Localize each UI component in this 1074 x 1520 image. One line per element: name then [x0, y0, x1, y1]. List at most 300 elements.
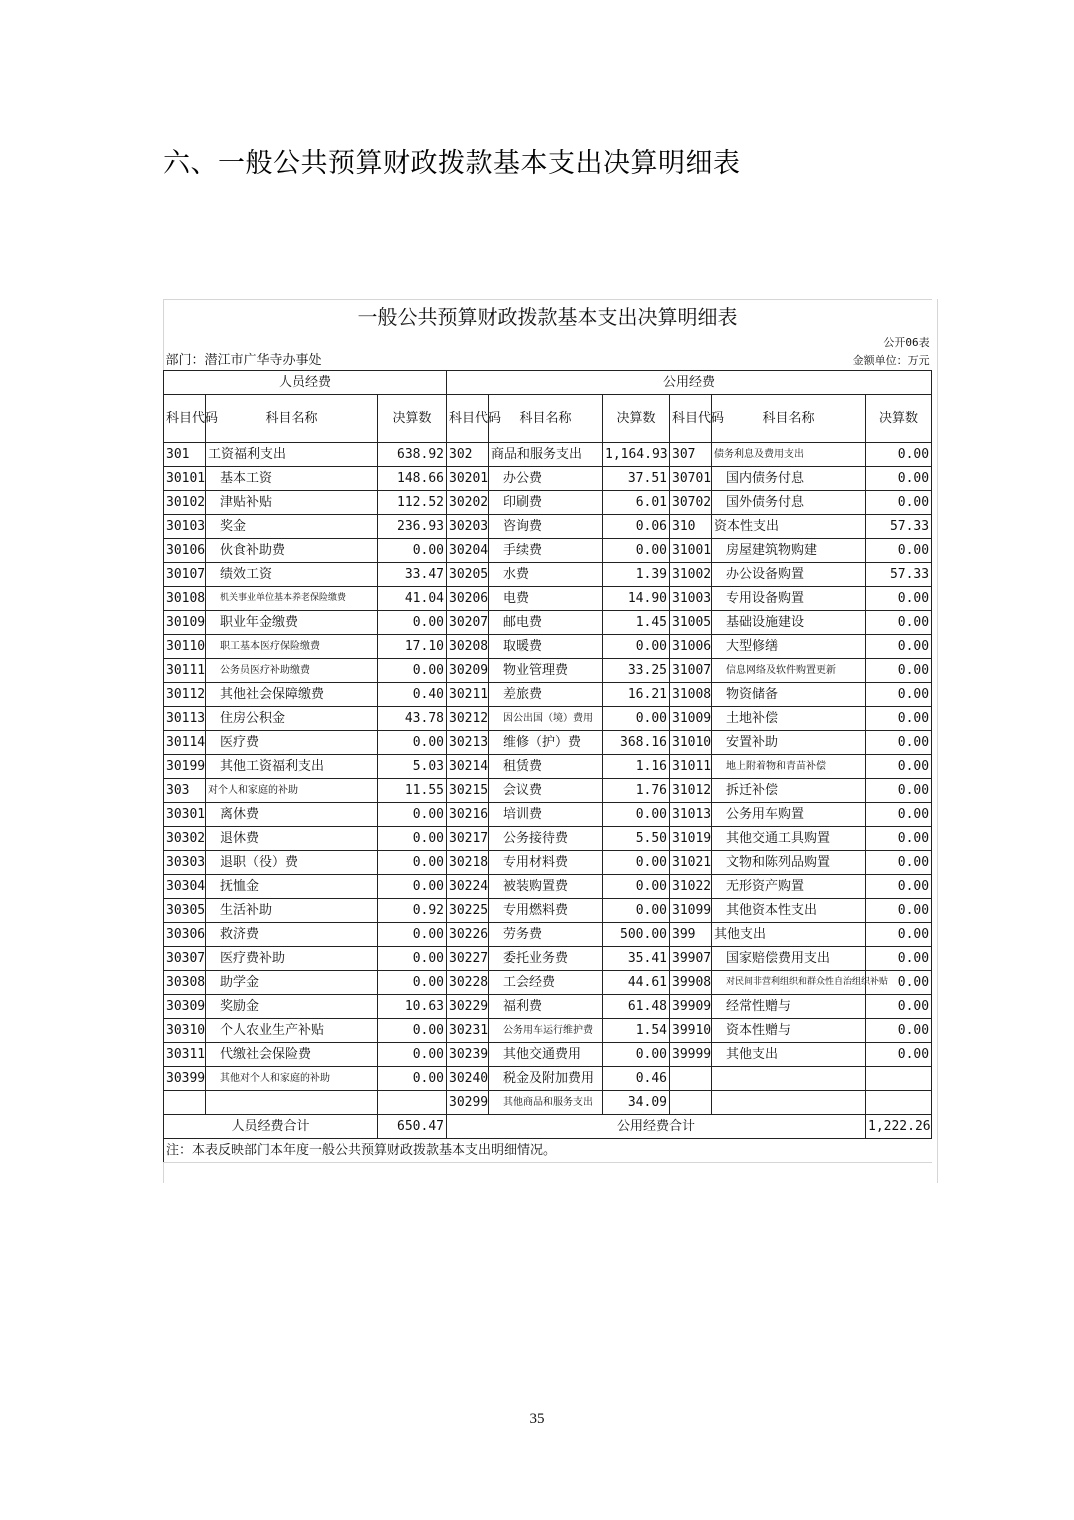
table-row: [164, 1067, 932, 1091]
name-cell: 电费: [489, 587, 603, 611]
code-cell: 30304: [164, 875, 206, 899]
code-cell: 30306: [164, 923, 206, 947]
name-cell: 国内债务付息: [712, 467, 866, 491]
code-cell: 30240: [447, 1067, 489, 1091]
amount-cell: 33.25: [603, 659, 670, 683]
table-row: [164, 1019, 932, 1043]
name-cell: 救济费: [206, 923, 378, 947]
amount-cell: 0.00: [866, 995, 932, 1019]
amount-cell: 0.00: [603, 851, 670, 875]
amount-cell: 10.63: [378, 995, 447, 1019]
amount-cell: 6.01: [603, 491, 670, 515]
code-cell: 302: [447, 443, 489, 467]
table-row: [164, 587, 932, 611]
code-cell: 30208: [447, 635, 489, 659]
col-header-amount: 决算数: [378, 395, 447, 443]
code-cell: 30216: [447, 803, 489, 827]
table-note: 注：本表反映部门本年度一般公共预算财政拨款基本支出明细情况。: [164, 1139, 932, 1163]
code-cell: 39908: [670, 971, 712, 995]
unit-label: 金额单位：万元: [852, 354, 930, 367]
name-cell: 医疗费: [206, 731, 378, 755]
amount-cell: 0.00: [866, 779, 932, 803]
code-cell: 30212: [447, 707, 489, 731]
code-cell: 30109: [164, 611, 206, 635]
name-cell: 维修（护）费: [489, 731, 603, 755]
amount-cell: 0.00: [866, 659, 932, 683]
amount-cell: 0.00: [378, 1043, 447, 1067]
code-cell: 31011: [670, 755, 712, 779]
col-header-name: 科目名称: [489, 395, 603, 443]
name-cell: 工资福利支出: [206, 443, 378, 467]
col-header-name: 科目名称: [712, 395, 866, 443]
amount-cell: 0.00: [378, 827, 447, 851]
name-cell: 办公费: [489, 467, 603, 491]
name-cell: 国外债务付息: [712, 491, 866, 515]
name-cell: 奖励金: [206, 995, 378, 1019]
table-title: 一般公共预算财政拨款基本支出决算明细表: [164, 300, 932, 335]
amount-cell: 11.55: [378, 779, 447, 803]
col-header-code: 科目代码: [670, 395, 712, 443]
amount-cell: 0.00: [866, 683, 932, 707]
name-cell: 公务接待费: [489, 827, 603, 851]
name-cell: 房屋建筑物购建: [712, 539, 866, 563]
code-cell: 39907: [670, 947, 712, 971]
amount-cell: 0.00: [378, 971, 447, 995]
code-cell: 31007: [670, 659, 712, 683]
name-cell: [712, 1067, 866, 1091]
code-cell: 30101: [164, 467, 206, 491]
code-cell: 30303: [164, 851, 206, 875]
code-cell: 30229: [447, 995, 489, 1019]
table-row: [164, 563, 932, 587]
amount-cell: 0.00: [866, 587, 932, 611]
name-cell: 职工基本医疗保险缴费: [206, 635, 378, 659]
code-cell: 31009: [670, 707, 712, 731]
table-row: [164, 851, 932, 875]
amount-cell: 0.00: [866, 731, 932, 755]
name-cell: 邮电费: [489, 611, 603, 635]
table-row: [164, 659, 932, 683]
col-header-amount: 决算数: [603, 395, 670, 443]
code-cell: 31005: [670, 611, 712, 635]
table-row: [164, 683, 932, 707]
code-cell: 31013: [670, 803, 712, 827]
amount-cell: 0.46: [603, 1067, 670, 1091]
code-cell: 30108: [164, 587, 206, 611]
table-row: [164, 899, 932, 923]
name-cell: 对个人和家庭的补助: [206, 779, 378, 803]
name-cell: 助学金: [206, 971, 378, 995]
code-cell: 30307: [164, 947, 206, 971]
name-cell: 物业管理费: [489, 659, 603, 683]
amount-cell: 1.16: [603, 755, 670, 779]
code-cell: 30217: [447, 827, 489, 851]
amount-cell: 1.45: [603, 611, 670, 635]
name-cell: 会议费: [489, 779, 603, 803]
name-cell: 其他社会保障缴费: [206, 683, 378, 707]
code-cell: 30299: [447, 1091, 489, 1115]
amount-cell: 0.00: [603, 539, 670, 563]
amount-cell: 0.00: [866, 851, 932, 875]
amount-cell: 0.00: [378, 1019, 447, 1043]
name-cell: 手续费: [489, 539, 603, 563]
amount-cell: 0.00: [378, 923, 447, 947]
code-cell: 30301: [164, 803, 206, 827]
section-heading: 六、一般公共预算财政拨款基本支出决算明细表: [163, 148, 741, 179]
name-cell: 税金及附加费用: [489, 1067, 603, 1091]
group-public-header: 公用经费: [447, 371, 932, 395]
code-cell: 30213: [447, 731, 489, 755]
name-cell: 绩效工资: [206, 563, 378, 587]
amount-cell: 0.00: [866, 1043, 932, 1067]
code-cell: 303: [164, 779, 206, 803]
table-row: [164, 755, 932, 779]
name-cell: 专用材料费: [489, 851, 603, 875]
name-cell: 资本性支出: [712, 515, 866, 539]
name-cell: 福利费: [489, 995, 603, 1019]
code-cell: 31002: [670, 563, 712, 587]
code-cell: 30106: [164, 539, 206, 563]
code-cell: 30211: [447, 683, 489, 707]
name-cell: 培训费: [489, 803, 603, 827]
amount-cell: 43.78: [378, 707, 447, 731]
table-row: [164, 923, 932, 947]
name-cell: 专用燃料费: [489, 899, 603, 923]
name-cell: 其他对个人和家庭的补助: [206, 1067, 378, 1091]
table-row: [164, 995, 932, 1019]
amount-cell: 500.00: [603, 923, 670, 947]
table-row: [164, 1091, 932, 1115]
code-cell: 31001: [670, 539, 712, 563]
name-cell: 基本工资: [206, 467, 378, 491]
amount-cell: 236.93: [378, 515, 447, 539]
name-cell: 公务用车运行维护费: [489, 1019, 603, 1043]
table-row: [164, 491, 932, 515]
name-cell: 土地补偿: [712, 707, 866, 731]
group-personnel-header: 人员经费: [164, 371, 447, 395]
col-header-code: 科目代码: [164, 395, 206, 443]
code-cell: 30103: [164, 515, 206, 539]
name-cell: 信息网络及软件购置更新: [712, 659, 866, 683]
code-cell: 310: [670, 515, 712, 539]
name-cell: 劳务费: [489, 923, 603, 947]
amount-cell: 148.66: [378, 467, 447, 491]
amount-cell: 0.00: [378, 875, 447, 899]
code-cell: 30113: [164, 707, 206, 731]
table-row: [164, 515, 932, 539]
name-cell: [206, 1091, 378, 1115]
amount-cell: 34.09: [603, 1091, 670, 1115]
name-cell: 离休费: [206, 803, 378, 827]
name-cell: 其他资本性支出: [712, 899, 866, 923]
code-cell: 31003: [670, 587, 712, 611]
code-cell: 30102: [164, 491, 206, 515]
amount-cell: 0.00: [603, 899, 670, 923]
table-row: [164, 1043, 932, 1067]
code-cell: 307: [670, 443, 712, 467]
code-cell: 30111: [164, 659, 206, 683]
name-cell: 印刷费: [489, 491, 603, 515]
amount-cell: 5.50: [603, 827, 670, 851]
table-row: [164, 731, 932, 755]
amount-cell: 0.00: [603, 1043, 670, 1067]
name-cell: 因公出国（境）费用: [489, 707, 603, 731]
amount-cell: 35.41: [603, 947, 670, 971]
table-row: [164, 947, 932, 971]
name-cell: 咨询费: [489, 515, 603, 539]
amount-cell: 0.00: [378, 803, 447, 827]
amount-cell: 0.00: [866, 923, 932, 947]
code-cell: 31021: [670, 851, 712, 875]
amount-cell: 0.00: [378, 947, 447, 971]
name-cell: 物资储备: [712, 683, 866, 707]
amount-cell: 1.76: [603, 779, 670, 803]
col-header-code: 科目代码: [447, 395, 489, 443]
code-cell: 30205: [447, 563, 489, 587]
code-cell: 39909: [670, 995, 712, 1019]
name-cell: 机关事业单位基本养老保险缴费: [206, 587, 378, 611]
code-cell: [164, 1091, 206, 1115]
amount-cell: 0.00: [866, 803, 932, 827]
amount-cell: 1.39: [603, 563, 670, 587]
department-label: 部门：潜江市广华寺办事处: [165, 353, 322, 368]
code-cell: 30305: [164, 899, 206, 923]
amount-cell: 1,164.93: [603, 443, 670, 467]
code-cell: 30215: [447, 779, 489, 803]
name-cell: 水费: [489, 563, 603, 587]
total-public-value: 1,222.26: [866, 1115, 932, 1139]
code-cell: 31008: [670, 683, 712, 707]
amount-cell: 0.00: [866, 947, 932, 971]
form-code: 公开06表: [883, 336, 930, 349]
amount-cell: 0.00: [866, 467, 932, 491]
code-cell: 30203: [447, 515, 489, 539]
name-cell: 公务员医疗补助缴费: [206, 659, 378, 683]
code-cell: 30308: [164, 971, 206, 995]
code-cell: 31099: [670, 899, 712, 923]
table-row: [164, 803, 932, 827]
code-cell: 30702: [670, 491, 712, 515]
name-cell: 国家赔偿费用支出: [712, 947, 866, 971]
col-header-name: 科目名称: [206, 395, 378, 443]
name-cell: 伙食补助费: [206, 539, 378, 563]
amount-cell: 16.21: [603, 683, 670, 707]
table-row: [164, 827, 932, 851]
amount-cell: 112.52: [378, 491, 447, 515]
code-cell: 30311: [164, 1043, 206, 1067]
amount-cell: 57.33: [866, 563, 932, 587]
amount-cell: 41.04: [378, 587, 447, 611]
name-cell: 地上附着物和青苗补偿: [712, 755, 866, 779]
name-cell: 其他交通工具购置: [712, 827, 866, 851]
amount-cell: 0.00: [378, 611, 447, 635]
amount-cell: 0.00: [866, 1019, 932, 1043]
name-cell: 住房公积金: [206, 707, 378, 731]
amount-cell: 0.00: [603, 803, 670, 827]
code-cell: 301: [164, 443, 206, 467]
name-cell: 医疗费补助: [206, 947, 378, 971]
code-cell: 30701: [670, 467, 712, 491]
code-cell: 30227: [447, 947, 489, 971]
code-cell: 30209: [447, 659, 489, 683]
name-cell: 退职（役）费: [206, 851, 378, 875]
code-cell: 30226: [447, 923, 489, 947]
code-cell: 30239: [447, 1043, 489, 1067]
amount-cell: 0.00: [866, 611, 932, 635]
code-cell: 31022: [670, 875, 712, 899]
code-cell: 30202: [447, 491, 489, 515]
amount-cell: 0.00: [378, 539, 447, 563]
code-cell: 31006: [670, 635, 712, 659]
name-cell: 对民间非营利组织和群众性自治组织补贴: [712, 971, 866, 995]
name-cell: 大型修缮: [712, 635, 866, 659]
amount-cell: 0.00: [866, 707, 932, 731]
code-cell: 30309: [164, 995, 206, 1019]
code-cell: 399: [670, 923, 712, 947]
name-cell: 拆迁补偿: [712, 779, 866, 803]
name-cell: 基础设施建设: [712, 611, 866, 635]
total-personnel-value: 650.47: [378, 1115, 447, 1139]
name-cell: 职业年金缴费: [206, 611, 378, 635]
amount-cell: 368.16: [603, 731, 670, 755]
amount-cell: [866, 1067, 932, 1091]
table-row: [164, 875, 932, 899]
name-cell: 委托业务费: [489, 947, 603, 971]
amount-cell: [866, 1091, 932, 1115]
amount-cell: 0.00: [378, 659, 447, 683]
amount-cell: 0.00: [866, 899, 932, 923]
spreadsheet-image: [163, 299, 938, 1183]
amount-cell: 0.00: [378, 1067, 447, 1091]
code-cell: 39910: [670, 1019, 712, 1043]
name-cell: 经常性赠与: [712, 995, 866, 1019]
code-cell: 31012: [670, 779, 712, 803]
code-cell: 30224: [447, 875, 489, 899]
amount-cell: 14.90: [603, 587, 670, 611]
amount-cell: 0.00: [866, 443, 932, 467]
name-cell: 其他工资福利支出: [206, 755, 378, 779]
name-cell: 资本性赠与: [712, 1019, 866, 1043]
name-cell: 代缴社会保险费: [206, 1043, 378, 1067]
code-cell: 30112: [164, 683, 206, 707]
code-cell: [670, 1091, 712, 1115]
code-cell: [670, 1067, 712, 1091]
code-cell: 31010: [670, 731, 712, 755]
code-cell: 30310: [164, 1019, 206, 1043]
amount-cell: 0.00: [603, 875, 670, 899]
amount-cell: 0.00: [866, 971, 932, 995]
amount-cell: 0.00: [603, 707, 670, 731]
name-cell: 商品和服务支出: [489, 443, 603, 467]
amount-cell: 0.00: [866, 635, 932, 659]
name-cell: 其他商品和服务支出: [489, 1091, 603, 1115]
code-cell: 30231: [447, 1019, 489, 1043]
table-row: [164, 635, 932, 659]
amount-cell: 0.00: [866, 755, 932, 779]
name-cell: 租赁费: [489, 755, 603, 779]
name-cell: 债务利息及费用支出: [712, 443, 866, 467]
page-number: 35: [529, 1411, 545, 1427]
table-row: [164, 539, 932, 563]
name-cell: 工会经费: [489, 971, 603, 995]
col-header-amount: 决算数: [866, 395, 932, 443]
table-row: [164, 611, 932, 635]
code-cell: 30206: [447, 587, 489, 611]
amount-cell: 0.92: [378, 899, 447, 923]
name-cell: 个人农业生产补贴: [206, 1019, 378, 1043]
table-row: [164, 971, 932, 995]
name-cell: 其他支出: [712, 923, 866, 947]
amount-cell: 44.61: [603, 971, 670, 995]
name-cell: 其他交通费用: [489, 1043, 603, 1067]
amount-cell: 0.00: [378, 851, 447, 875]
amount-cell: 0.00: [866, 875, 932, 899]
table-row: [164, 707, 932, 731]
name-cell: 抚恤金: [206, 875, 378, 899]
code-cell: 30201: [447, 467, 489, 491]
code-cell: 30199: [164, 755, 206, 779]
amount-cell: 37.51: [603, 467, 670, 491]
code-cell: 31019: [670, 827, 712, 851]
code-cell: 30204: [447, 539, 489, 563]
amount-cell: 61.48: [603, 995, 670, 1019]
name-cell: 文物和陈列品购置: [712, 851, 866, 875]
name-cell: 办公设备购置: [712, 563, 866, 587]
amount-cell: 638.92: [378, 443, 447, 467]
amount-cell: 17.10: [378, 635, 447, 659]
total-public-label: 公用经费合计: [447, 1115, 866, 1139]
amount-cell: 1.54: [603, 1019, 670, 1043]
name-cell: [712, 1091, 866, 1115]
code-cell: 30399: [164, 1067, 206, 1091]
code-cell: 30207: [447, 611, 489, 635]
name-cell: 退休费: [206, 827, 378, 851]
code-cell: 30228: [447, 971, 489, 995]
name-cell: 公务用车购置: [712, 803, 866, 827]
code-cell: 39999: [670, 1043, 712, 1067]
name-cell: 其他支出: [712, 1043, 866, 1067]
amount-cell: 5.03: [378, 755, 447, 779]
amount-cell: 0.00: [603, 635, 670, 659]
name-cell: 奖金: [206, 515, 378, 539]
code-cell: 30110: [164, 635, 206, 659]
amount-cell: 57.33: [866, 515, 932, 539]
total-personnel-label: 人员经费合计: [164, 1115, 378, 1139]
name-cell: 差旅费: [489, 683, 603, 707]
name-cell: 津贴补贴: [206, 491, 378, 515]
amount-cell: 33.47: [378, 563, 447, 587]
table-row: [164, 779, 932, 803]
name-cell: 专用设备购置: [712, 587, 866, 611]
code-cell: 30302: [164, 827, 206, 851]
name-cell: 取暖费: [489, 635, 603, 659]
code-cell: 30214: [447, 755, 489, 779]
amount-cell: 0.00: [866, 539, 932, 563]
code-cell: 30114: [164, 731, 206, 755]
budget-table: [163, 299, 932, 1163]
code-cell: 30218: [447, 851, 489, 875]
code-cell: 30107: [164, 563, 206, 587]
amount-cell: 0.00: [866, 491, 932, 515]
amount-cell: 0.00: [378, 731, 447, 755]
amount-cell: 0.40: [378, 683, 447, 707]
name-cell: 安置补助: [712, 731, 866, 755]
name-cell: 生活补助: [206, 899, 378, 923]
amount-cell: [378, 1091, 447, 1115]
name-cell: 被装购置费: [489, 875, 603, 899]
amount-cell: 0.06: [603, 515, 670, 539]
name-cell: 无形资产购置: [712, 875, 866, 899]
